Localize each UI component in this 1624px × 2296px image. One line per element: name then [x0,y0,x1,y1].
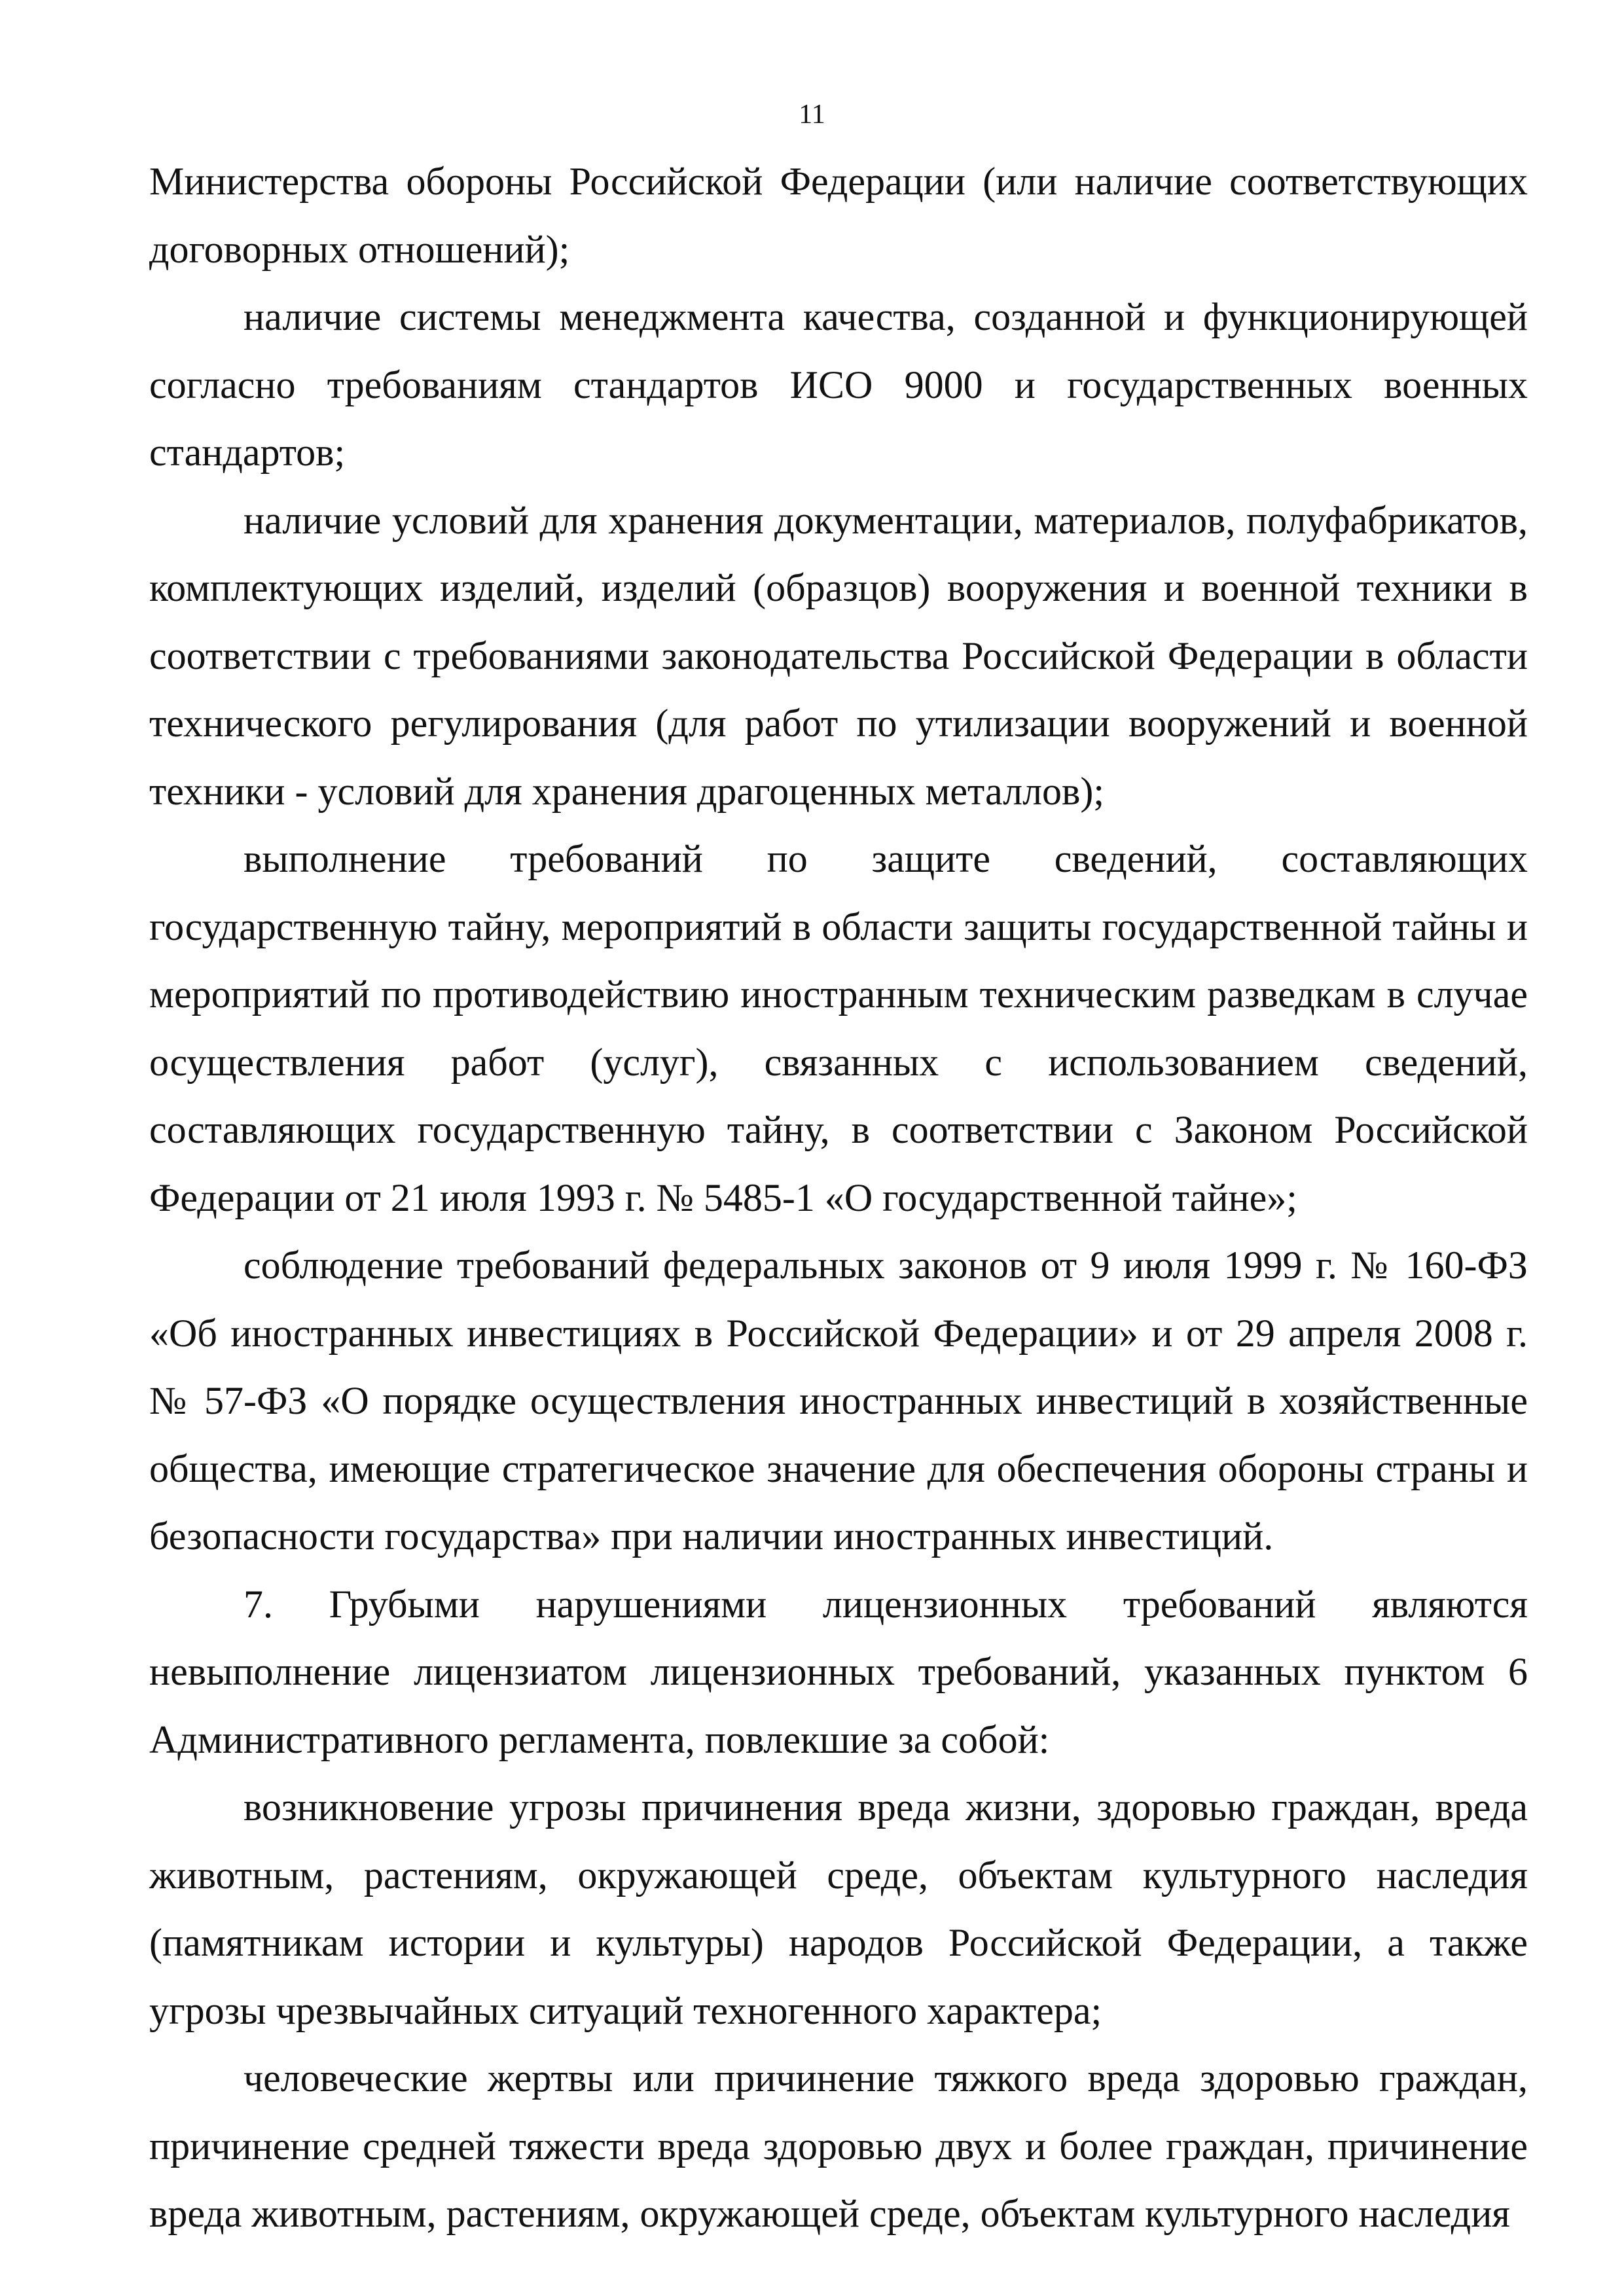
paragraph-threat-of-harm: возникновение угрозы причинения вреда жизни, здоровью граждан, вреда животным, растениям, окружающей среде, объектам культурного наследия (памятникам истории и культуры) народов Российской Федерации, а также угрозы чрезвычайных ситуаций техногенного характера; [149,1785,1528,2032]
paragraph-foreign-investment: соблюдение требований федеральных законов от 9 июля 1999 г. № 160-ФЗ «Об иностранных инвестициях в Российской Федерации» и от 29 апреля 2008 г. № 57-ФЗ «О порядке осуществления иностранных инвестиций в хозяйственные общества, имеющие стратегическое значение для обеспечения обороны страны и безопасности государства» при наличии иностранных инвестиций. [149,1244,1528,1558]
paragraph-storage-conditions: наличие условий для хранения документации, материалов, полуфабрикатов, комплектующих изделий, изделий (образцов) вооружения и военной техники в соответствии с требованиями законодательства Российской Федерации в области технического регулирования (для работ по утилизации вооружений и военной техники - условий для хранения драгоценных металлов); [149,498,1528,813]
paragraph-state-secret-protection: выполнение требований по защите сведений, составляющих государственную тайну, мероприятий в области защиты государственной тайны и мероприятий по противодействию иностранным техническим разведкам в случае осуществления работ (услуг), связанных с использованием сведений, составляющих государственную тайну, в соответствии с Законом Российской Федерации от 21 июля 1993 г. № 5485-1 «О государственной тайне»; [149,837,1528,1219]
paragraph-human-casualties: человеческие жертвы или причинение тяжкого вреда здоровью граждан, причинение средней тяжести вреда здоровью двух и более граждан, причинение вреда животным, растениям, окружающей среде, объектам культурного наследия [149,2056,1528,2235]
paragraph-ministry-continuation: Министерства обороны Российской Федерации (или наличие соответствующих договорных отношений); [149,160,1528,271]
paragraph-item-7-gross-violations: 7. Грубыми нарушениями лицензионных требований являются невыполнение лицензиатом лицензионных требований, указанных пунктом 6 Административного регламента, повлекшие за собой: [149,1582,1528,1761]
page-number: 11 [799,99,825,130]
document-body [149,148,1528,2248]
paragraph-quality-management: наличие системы менеджмента качества, созданной и функционирующей согласно требованиям стандартов ИСО 9000 и государственных военных стандартов; [149,295,1528,474]
